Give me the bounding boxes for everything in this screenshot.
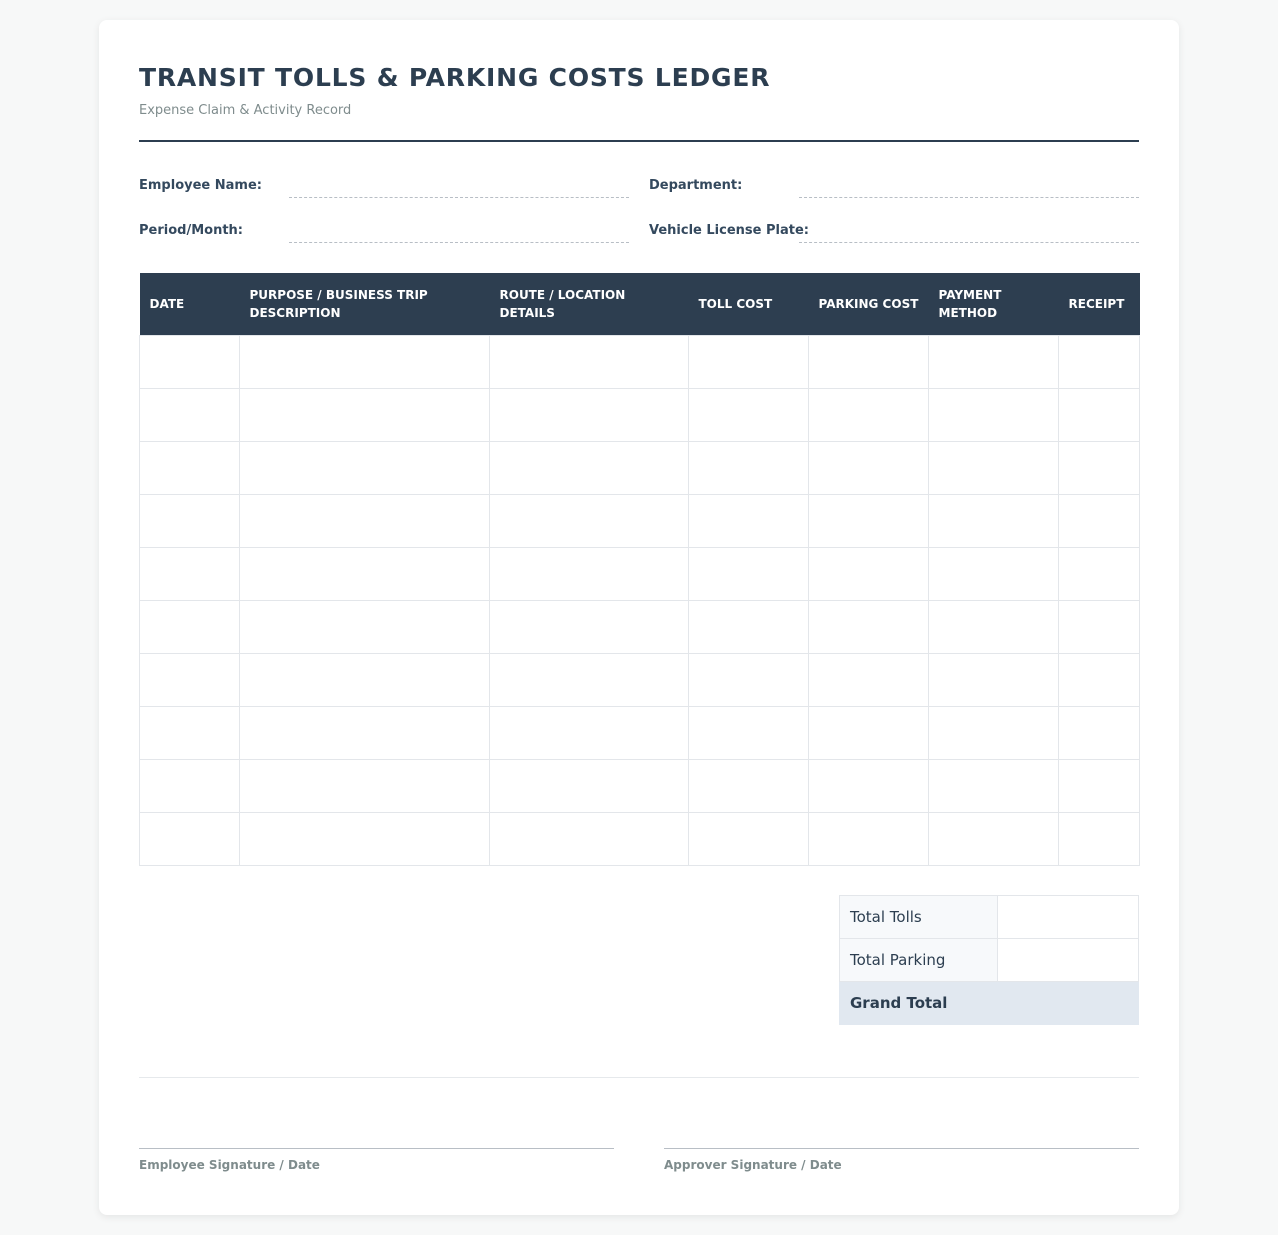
ledger-body: [140, 335, 1140, 865]
column-header-date: DATE: [140, 273, 240, 335]
cell-purpose[interactable]: [240, 441, 490, 494]
cell-payment-method[interactable]: [929, 494, 1059, 547]
cell-purpose[interactable]: [240, 388, 490, 441]
table-row: [140, 653, 1140, 706]
vehicle-plate-label: Vehicle License Plate:: [649, 223, 809, 238]
grand-total-row: [840, 982, 1139, 1025]
column-header-payment-method: PAYMENT METHOD: [929, 273, 1059, 335]
table-row: [140, 388, 1140, 441]
cell-receipt[interactable]: [1059, 600, 1140, 653]
column-header-toll-cost: TOLL COST: [689, 273, 809, 335]
cell-route[interactable]: [490, 706, 689, 759]
cell-receipt[interactable]: [1059, 547, 1140, 600]
cell-toll-cost[interactable]: [689, 706, 809, 759]
cell-purpose[interactable]: [240, 335, 490, 388]
cell-purpose[interactable]: [240, 653, 490, 706]
table-row: [140, 335, 1140, 388]
totals-table: [839, 895, 1139, 1025]
cell-purpose[interactable]: [240, 759, 490, 812]
cell-date[interactable]: [140, 706, 240, 759]
cell-payment-method[interactable]: [929, 812, 1059, 865]
cell-toll-cost[interactable]: [689, 494, 809, 547]
grand-total-label: Grand Total: [840, 982, 998, 1025]
approver-signature-line[interactable]: [664, 1148, 1139, 1149]
cell-toll-cost[interactable]: [689, 600, 809, 653]
cell-payment-method[interactable]: [929, 335, 1059, 388]
cell-toll-cost[interactable]: [689, 812, 809, 865]
cell-route[interactable]: [490, 388, 689, 441]
cell-date[interactable]: [140, 388, 240, 441]
cell-route[interactable]: [490, 547, 689, 600]
ledger-table: [139, 273, 1140, 866]
cell-route[interactable]: [490, 759, 689, 812]
table-row: [140, 759, 1140, 812]
cell-date[interactable]: [140, 335, 240, 388]
cell-payment-method[interactable]: [929, 653, 1059, 706]
cell-payment-method[interactable]: [929, 759, 1059, 812]
cell-toll-cost[interactable]: [689, 335, 809, 388]
cell-receipt[interactable]: [1059, 706, 1140, 759]
cell-parking-cost[interactable]: [809, 547, 929, 600]
ledger-header-row: [140, 273, 1140, 335]
cell-parking-cost[interactable]: [809, 388, 929, 441]
column-header-receipt: RECEIPT: [1059, 273, 1140, 335]
department-field[interactable]: [799, 197, 1139, 198]
page-title: TRANSIT TOLLS & PARKING COSTS LEDGER: [139, 63, 771, 92]
cell-date[interactable]: [140, 653, 240, 706]
cell-parking-cost[interactable]: [809, 335, 929, 388]
cell-toll-cost[interactable]: [689, 441, 809, 494]
cell-parking-cost[interactable]: [809, 706, 929, 759]
table-row: [140, 441, 1140, 494]
employee-signature-line[interactable]: [139, 1148, 614, 1149]
cell-purpose[interactable]: [240, 547, 490, 600]
cell-receipt[interactable]: [1059, 812, 1140, 865]
total-parking-value[interactable]: [998, 939, 1139, 982]
cell-date[interactable]: [140, 600, 240, 653]
period-month-label: Period/Month:: [139, 223, 243, 238]
cell-toll-cost[interactable]: [689, 653, 809, 706]
grand-total-value[interactable]: [998, 982, 1139, 1025]
cell-payment-method[interactable]: [929, 441, 1059, 494]
cell-parking-cost[interactable]: [809, 441, 929, 494]
total-tolls-label: Total Tolls: [840, 896, 998, 939]
cell-date[interactable]: [140, 812, 240, 865]
table-row: [140, 706, 1140, 759]
cell-purpose[interactable]: [240, 812, 490, 865]
employee-name-field[interactable]: [289, 197, 629, 198]
cell-receipt[interactable]: [1059, 441, 1140, 494]
cell-receipt[interactable]: [1059, 335, 1140, 388]
cell-date[interactable]: [140, 494, 240, 547]
period-month-field[interactable]: [289, 242, 629, 243]
total-tolls-row: [840, 896, 1139, 939]
page-subtitle: Expense Claim & Activity Record: [139, 103, 352, 118]
cell-parking-cost[interactable]: [809, 759, 929, 812]
title-divider: [139, 140, 1139, 142]
cell-parking-cost[interactable]: [809, 653, 929, 706]
cell-purpose[interactable]: [240, 706, 490, 759]
total-parking-row: [840, 939, 1139, 982]
table-row: [140, 494, 1140, 547]
cell-receipt[interactable]: [1059, 494, 1140, 547]
signature-divider: [139, 1077, 1139, 1078]
total-tolls-value[interactable]: [998, 896, 1139, 939]
column-header-route: ROUTE / LOCATION DETAILS: [490, 273, 689, 335]
column-header-purpose: PURPOSE / BUSINESS TRIP DESCRIPTION: [240, 273, 490, 335]
table-row: [140, 600, 1140, 653]
table-row: [140, 547, 1140, 600]
total-parking-label: Total Parking: [840, 939, 998, 982]
cell-receipt[interactable]: [1059, 388, 1140, 441]
cell-payment-method[interactable]: [929, 600, 1059, 653]
cell-parking-cost[interactable]: [809, 494, 929, 547]
table-row: [140, 812, 1140, 865]
cell-purpose[interactable]: [240, 600, 490, 653]
cell-payment-method[interactable]: [929, 388, 1059, 441]
vehicle-plate-field[interactable]: [799, 242, 1139, 243]
cell-route[interactable]: [490, 494, 689, 547]
cell-toll-cost[interactable]: [689, 759, 809, 812]
cell-date[interactable]: [140, 759, 240, 812]
cell-parking-cost[interactable]: [809, 812, 929, 865]
column-header-parking-cost: PARKING COST: [809, 273, 929, 335]
cell-date[interactable]: [140, 441, 240, 494]
employee-name-label: Employee Name:: [139, 178, 262, 193]
cell-toll-cost[interactable]: [689, 388, 809, 441]
approver-signature-label: Approver Signature / Date: [664, 1158, 842, 1172]
cell-route[interactable]: [490, 812, 689, 865]
ledger-form-card: [99, 20, 1179, 1215]
cell-payment-method[interactable]: [929, 706, 1059, 759]
cell-route[interactable]: [490, 653, 689, 706]
cell-payment-method[interactable]: [929, 547, 1059, 600]
employee-signature-label: Employee Signature / Date: [139, 1158, 320, 1172]
cell-route[interactable]: [490, 441, 689, 494]
cell-route[interactable]: [490, 600, 689, 653]
cell-receipt[interactable]: [1059, 759, 1140, 812]
cell-parking-cost[interactable]: [809, 600, 929, 653]
cell-purpose[interactable]: [240, 494, 490, 547]
department-label: Department:: [649, 178, 743, 193]
cell-route[interactable]: [490, 335, 689, 388]
cell-toll-cost[interactable]: [689, 547, 809, 600]
cell-date[interactable]: [140, 547, 240, 600]
cell-receipt[interactable]: [1059, 653, 1140, 706]
